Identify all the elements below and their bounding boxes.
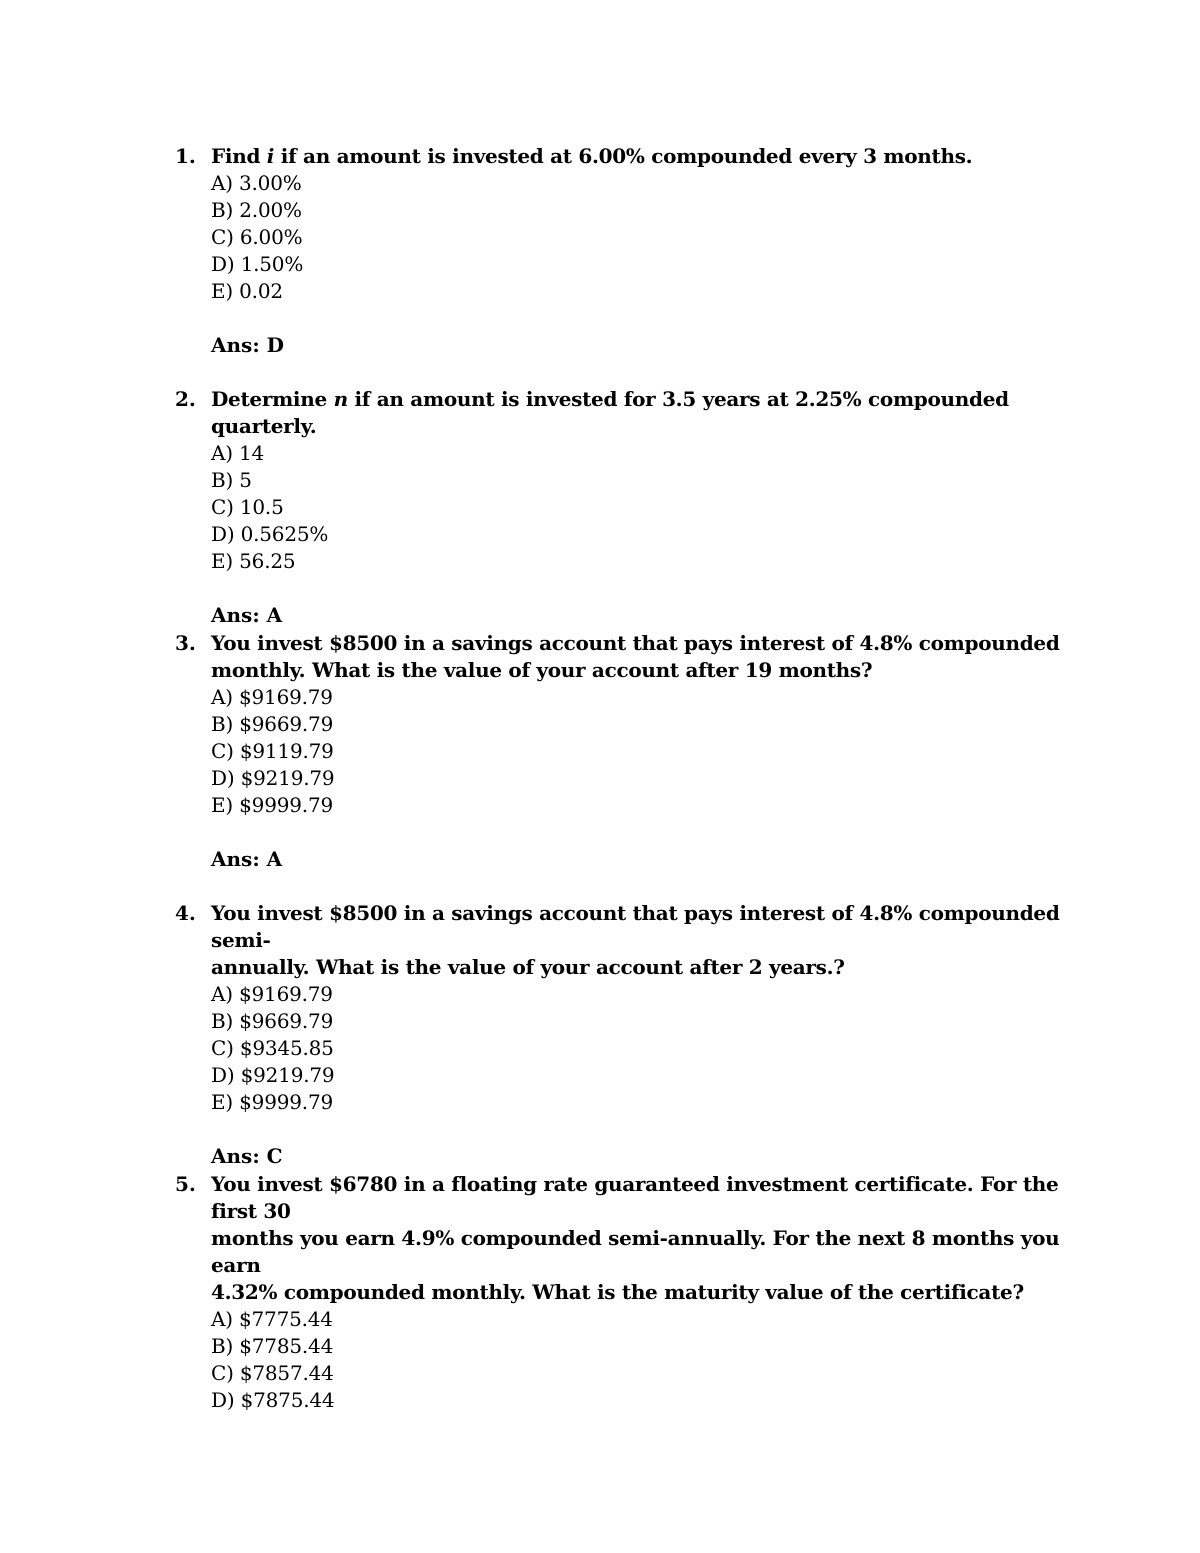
option-b: B) $9669.79 — [211, 712, 334, 736]
variable-i: i — [266, 144, 275, 168]
question-text-line-3: 4.32% compounded monthly. What is the maturity value of the certificate? — [211, 1280, 1024, 1304]
question-text: Determine n if an amount is invested for 3.5 years at 2.25% compounded quarterly. — [211, 387, 1009, 438]
question-text: Find i if an amount is invested at 6.00% compounded every 3 months. — [211, 144, 973, 168]
answer-key: Ans: C — [211, 1144, 283, 1168]
answer-options — [211, 981, 1075, 1116]
option-d: D) $7875.44 — [211, 1388, 335, 1412]
answer-options — [211, 170, 1075, 305]
question-number: 4. — [175, 901, 196, 925]
question-5 — [175, 1171, 1075, 1414]
option-d: D) 0.5625% — [211, 522, 329, 546]
option-d: D) $9219.79 — [211, 1063, 335, 1087]
option-a: A) $9169.79 — [211, 685, 333, 709]
option-e: E) 56.25 — [211, 549, 296, 573]
answer-key: Ans: D — [211, 333, 285, 357]
option-c: C) 10.5 — [211, 495, 284, 519]
question-text-line-2: monthly. What is the value of your account after 19 months? — [211, 658, 873, 682]
question-1 — [175, 143, 1075, 359]
option-b: B) $9669.79 — [211, 1009, 334, 1033]
question-text-line-2: months you earn 4.9% compounded semi-annually. For the next 8 months you earn — [211, 1226, 1060, 1277]
answer-options — [211, 1306, 1075, 1414]
option-e: E) $9999.79 — [211, 1090, 333, 1114]
question-text-line-1: You invest $6780 in a floating rate guaranteed investment certificate. For the first 30 — [211, 1172, 1059, 1223]
question-2 — [175, 386, 1075, 629]
answer-key: Ans: A — [211, 603, 283, 627]
option-a: A) 14 — [211, 441, 265, 465]
option-e: E) 0.02 — [211, 279, 283, 303]
question-text-line-1: You invest $8500 in a savings account that pays interest of 4.8% compounded — [211, 631, 1060, 655]
question-4 — [175, 900, 1075, 1170]
option-d: D) $9219.79 — [211, 766, 335, 790]
question-number: 2. — [175, 387, 196, 411]
question-3 — [175, 630, 1075, 873]
option-e: E) $9999.79 — [211, 793, 333, 817]
option-b: B) $7785.44 — [211, 1334, 334, 1358]
answer-options — [211, 684, 1075, 819]
option-a: A) $9169.79 — [211, 982, 333, 1006]
option-c: C) $9345.85 — [211, 1036, 334, 1060]
answer-options — [211, 440, 1075, 575]
question-text-line-1: You invest $8500 in a savings account that pays interest of 4.8% compounded semi- — [211, 901, 1060, 952]
option-c: C) $7857.44 — [211, 1361, 334, 1385]
option-d: D) 1.50% — [211, 252, 304, 276]
question-number: 1. — [175, 144, 196, 168]
question-number: 3. — [175, 631, 196, 655]
option-c: C) $9119.79 — [211, 739, 334, 763]
option-a: A) $7775.44 — [211, 1307, 333, 1331]
option-b: B) 2.00% — [211, 198, 302, 222]
option-b: B) 5 — [211, 468, 252, 492]
variable-n: n — [333, 387, 348, 411]
question-text-line-2: annually. What is the value of your account after 2 years.? — [211, 955, 845, 979]
option-a: A) 3.00% — [211, 171, 302, 195]
question-number: 5. — [175, 1172, 196, 1196]
answer-key: Ans: A — [211, 847, 283, 871]
option-c: C) 6.00% — [211, 225, 303, 249]
